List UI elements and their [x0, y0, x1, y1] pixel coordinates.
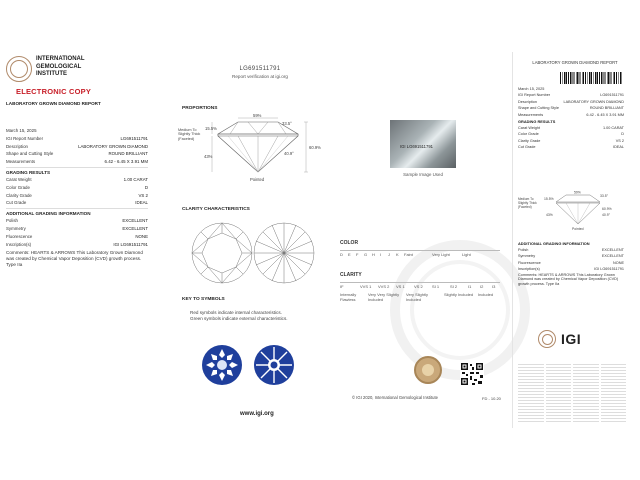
- right-report-details: [518, 86, 624, 151]
- org-name-line: INSTITUTE: [36, 71, 67, 77]
- qr-code-icon[interactable]: [460, 362, 484, 386]
- grading-label: Clarity Grade: [6, 192, 32, 198]
- detail-row: [6, 135, 148, 143]
- clarity-grade: IF: [340, 284, 344, 289]
- clarity-grades: [340, 284, 502, 289]
- detail-value: LG691511791: [120, 135, 148, 141]
- prop-culet: Pointed: [250, 177, 265, 182]
- clarity-grade: VVS 2: [378, 284, 390, 289]
- color-scale-line: [340, 250, 500, 251]
- sample-image-caption: Sample Image Used: [403, 172, 443, 177]
- detail-label: Measurements: [6, 159, 36, 165]
- prop-crown-height: 15.5%: [205, 126, 217, 131]
- clarity-grade: I3: [492, 284, 496, 289]
- right-prop-girdle: Medium To Slightly Thick (Faceted): [518, 197, 537, 209]
- sample-inscription: IGI LG691511791: [400, 144, 433, 149]
- grading-results-heading: GRADING RESULTS: [6, 167, 148, 176]
- grading-row: [6, 199, 148, 207]
- verification-text: Report verification at igi.org: [232, 74, 288, 79]
- color-grade: D: [340, 252, 343, 257]
- detail-label: IGI Report Number: [6, 135, 44, 141]
- right-grading-row: [518, 144, 624, 150]
- igi-seal-icon: [538, 330, 556, 348]
- right-grading-value: IDEAL: [613, 145, 624, 150]
- right-detail-label: IGI Report Number: [518, 93, 551, 98]
- right-grading-label: Cut Grade: [518, 145, 536, 150]
- right-detail-value: LG691511791: [600, 93, 624, 98]
- right-additional-value: EXCELLENT: [601, 254, 624, 259]
- right-prop-table: 59%: [574, 190, 581, 195]
- clarity-scale-heading: CLARITY: [340, 272, 362, 278]
- barcode-icon: [560, 72, 622, 84]
- right-additional-info: [518, 240, 624, 286]
- color-grade: G: [364, 252, 368, 257]
- report-number: LG691511791: [239, 66, 281, 72]
- grading-row: [6, 184, 148, 192]
- report-number-header: [200, 66, 320, 79]
- right-grading-value: D: [621, 132, 624, 137]
- detail-row: [6, 143, 148, 151]
- right-detail-value: ROUND BRILLIANT: [589, 106, 624, 111]
- grading-row: [6, 176, 148, 184]
- clarity-scale-line: [340, 282, 500, 283]
- grading-value: IDEAL: [135, 200, 148, 206]
- clarity-grade: I2: [480, 284, 484, 289]
- additional-row: [6, 233, 148, 241]
- color-grade: I: [380, 252, 382, 257]
- org-name: [36, 56, 85, 79]
- right-detail-label: Shape and Cutting Style: [518, 106, 559, 111]
- detail-row: [6, 150, 148, 158]
- color-grades: [340, 252, 502, 257]
- right-prop-pavilion-angle: 40.9°: [602, 213, 610, 217]
- right-detail-value: 6.42 - 6.45 X 3.91 MM: [586, 112, 624, 117]
- detail-row: [6, 158, 148, 166]
- clarity-grade: VS 2: [414, 284, 423, 289]
- detail-label: Shape and Cutting Style: [6, 151, 54, 157]
- additional-label: Fluorescence: [6, 233, 33, 239]
- color-grade: K: [396, 252, 399, 257]
- proportions-diagram: [178, 112, 338, 190]
- additional-label: Polish: [6, 218, 18, 224]
- grading-value: 1.00 CARAT: [123, 176, 148, 182]
- additional-label: Symmetry: [6, 225, 26, 231]
- additional-row: [6, 225, 148, 233]
- right-prop-total-depth: 60.9%: [602, 207, 612, 211]
- proportions-heading: PROPORTIONS: [182, 106, 218, 111]
- right-grading-label: Color Grade: [518, 132, 539, 137]
- clarity-desc: Included: [478, 292, 494, 297]
- grading-value: VS 2: [138, 192, 148, 198]
- right-additional-heading: ADDITIONAL GRADING INFORMATION: [518, 241, 590, 246]
- additional-value: EXCELLENT: [122, 225, 148, 231]
- right-comments-text: Comments: HEARTS & ARROWS This Laboratory Grown Diamond was created by Chemical Vapor Deposition (CVD) growth process. Type IIa: [518, 272, 619, 286]
- additional-value: IGI LG691511791: [113, 241, 148, 247]
- website-link[interactable]: www.igi.org: [240, 411, 274, 417]
- hearts-arrows-images: [200, 343, 300, 387]
- grading-label: Color Grade: [6, 184, 30, 190]
- prop-table: 59%: [253, 113, 262, 118]
- right-date-value: March 15, 2025: [518, 87, 545, 91]
- electronic-copy-label: ELECTRONIC COPY: [16, 87, 92, 96]
- prop-pavilion-angle: 40.9°: [284, 151, 294, 156]
- color-grade: H: [372, 252, 375, 257]
- igi-brand-logo: [538, 330, 581, 348]
- detail-value: 6.42 - 6.45 X 3.91 MM: [104, 159, 148, 165]
- additional-info-heading: ADDITIONAL GRADING INFORMATION: [6, 208, 148, 217]
- clarity-desc: Very Very Slightly Included: [368, 292, 400, 302]
- right-additional-value: EXCELLENT: [601, 248, 624, 252]
- right-prop-pavilion-depth: 43%: [546, 213, 553, 217]
- copyright-text: © IGI 2020, International Gemological Institute: [352, 395, 438, 400]
- color-grade: J: [388, 252, 390, 257]
- right-detail-label: Description: [518, 99, 537, 104]
- right-proportions-diagram: [538, 190, 618, 232]
- igi-seal-icon: [6, 56, 32, 82]
- igi-logo-block: [6, 56, 85, 82]
- color-grade: F: [356, 252, 359, 257]
- key-to-symbols-heading: KEY TO SYMBOLS: [182, 297, 225, 302]
- additional-row: [6, 241, 148, 249]
- detail-value: ROUND BRILLIANT: [108, 151, 148, 157]
- additional-label: Inscription(s): [6, 241, 32, 247]
- grading-value: D: [144, 184, 148, 190]
- clarity-desc: Internally Flawless: [340, 292, 357, 302]
- right-prop-culet: Pointed: [572, 227, 584, 231]
- key-line: Red symbols indicate internal characteristics.: [190, 310, 282, 315]
- right-grading-label: Clarity Grade: [518, 138, 541, 143]
- micro-print-block: [518, 362, 626, 422]
- grading-label: Carat Weight: [6, 176, 32, 182]
- watermark-seal-inner: [410, 260, 510, 360]
- color-grade: Very Light: [432, 252, 450, 257]
- prop-crown-angle: 33.5°: [282, 121, 292, 126]
- sample-image: [390, 120, 456, 168]
- additional-value: EXCELLENT: [122, 218, 148, 224]
- clarity-plot-diagram: [190, 220, 320, 286]
- key-to-symbols-text: [190, 310, 288, 321]
- org-name-line: INTERNATIONAL: [36, 56, 85, 62]
- right-grading-value: VS 2: [615, 138, 624, 143]
- left-report-details: [6, 127, 148, 267]
- clarity-desc: Very Slightly Included: [406, 292, 429, 302]
- clarity-descriptions: [340, 293, 502, 302]
- right-grading-value: 1.00 CARAT: [602, 125, 624, 130]
- right-prop-crown-height: 15.5%: [544, 197, 554, 201]
- clarity-desc: Slightly Included: [444, 292, 474, 297]
- right-prop-crown-angle: 33.5°: [600, 194, 608, 198]
- prop-pavilion-depth: 43%: [204, 154, 213, 159]
- hologram-seal-icon: [414, 356, 442, 384]
- prop-girdle: Medium To Slightly Thick (Faceted): [178, 128, 201, 141]
- clarity-grade: VVS 1: [360, 284, 372, 289]
- right-detail-value: LABORATORY GROWN DIAMOND: [563, 99, 624, 104]
- right-additional-label: Symmetry: [518, 254, 536, 259]
- detail-value: LABORATORY GROWN DIAMOND: [78, 143, 148, 149]
- org-name-line: GEMOLOGICAL: [36, 63, 82, 70]
- right-grading-heading: GRADING RESULTS: [518, 118, 556, 124]
- report-title: LABORATORY GROWN DIAMOND REPORT: [6, 101, 101, 106]
- report-date-value: March 15, 2025: [6, 128, 37, 133]
- report-date: [6, 127, 148, 135]
- additional-value: NONE: [135, 233, 148, 239]
- color-grade: E: [348, 252, 351, 257]
- right-additional-label: Polish: [518, 248, 529, 252]
- prop-total-depth: 60.9%: [309, 145, 321, 150]
- key-line: Green symbols indicate external characteristics.: [190, 315, 288, 321]
- additional-row: [6, 217, 148, 225]
- detail-label: Description: [6, 143, 28, 149]
- color-grade: Light: [462, 252, 471, 257]
- right-additional-label: Inscription(s): [518, 267, 540, 272]
- clarity-grade: VS 1: [396, 284, 405, 289]
- comments-text: Comments: HEARTS & ARROWS This Laboratory Grown Diamond was created by Chemical Vapor Deposition (CVD) growth process. Type IIa: [6, 250, 143, 267]
- right-report-title: LABORATORY GROWN DIAMOND REPORT: [532, 60, 618, 65]
- right-additional-label: Fluorescence: [518, 260, 541, 265]
- color-scale-heading: COLOR: [340, 240, 359, 246]
- clarity-characteristics-heading: CLARITY CHARACTERISTICS: [182, 207, 250, 212]
- grading-label: Cut Grade: [6, 200, 27, 206]
- right-detail-label: Measurements: [518, 112, 544, 117]
- clarity-grade: SI 1: [432, 284, 440, 289]
- right-grading-label: Carat Weight: [518, 125, 541, 130]
- form-code: FD - 10.20: [482, 396, 501, 401]
- right-additional-value: IGI LG691511791: [594, 267, 624, 272]
- color-grade: Faint: [404, 252, 413, 257]
- right-additional-value: NONE: [613, 260, 624, 265]
- grading-row: [6, 192, 148, 200]
- clarity-grade: SI 2: [450, 284, 458, 289]
- clarity-grade: I1: [468, 284, 472, 289]
- igi-brand-text: IGI: [561, 331, 582, 347]
